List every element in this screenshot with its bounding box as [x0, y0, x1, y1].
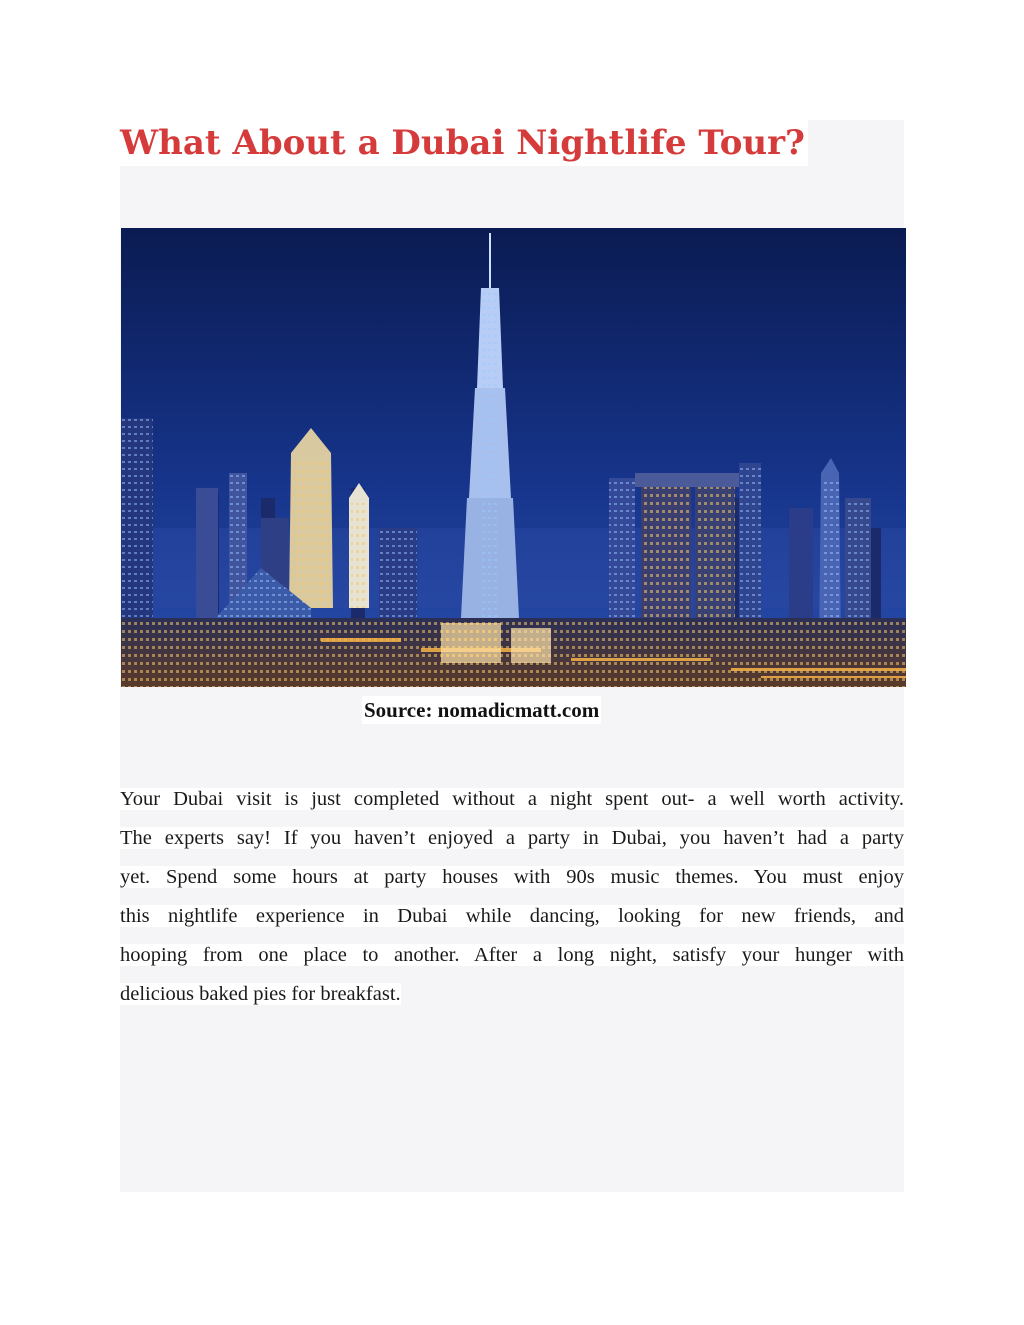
page-title: What About a Dubai Nightlife Tour?: [120, 120, 808, 166]
paragraph-line: The experts say! If you haven’t enjoyed a party in Dubai, you haven’t had a party: [120, 827, 904, 849]
body-paragraph: [120, 780, 904, 1014]
paragraph-line: hooping from one place to another. After a long night, satisfy your hunger with: [120, 944, 904, 966]
paragraph-line: delicious baked pies for breakfast.: [120, 983, 401, 1005]
paragraph-line: this nightlife experience in Dubai while dancing, looking for new friends, and: [120, 905, 904, 927]
image-caption: Source: nomadicmatt.com: [364, 698, 600, 722]
paragraph-line: Your Dubai visit is just completed without a night spent out- a well worth activity.: [120, 788, 904, 810]
skyline-illustration: [121, 228, 906, 687]
paragraph-line: yet. Spend some hours at party houses with 90s music themes. You must enjoy: [120, 866, 904, 888]
dubai-skyline-image: [121, 228, 906, 687]
